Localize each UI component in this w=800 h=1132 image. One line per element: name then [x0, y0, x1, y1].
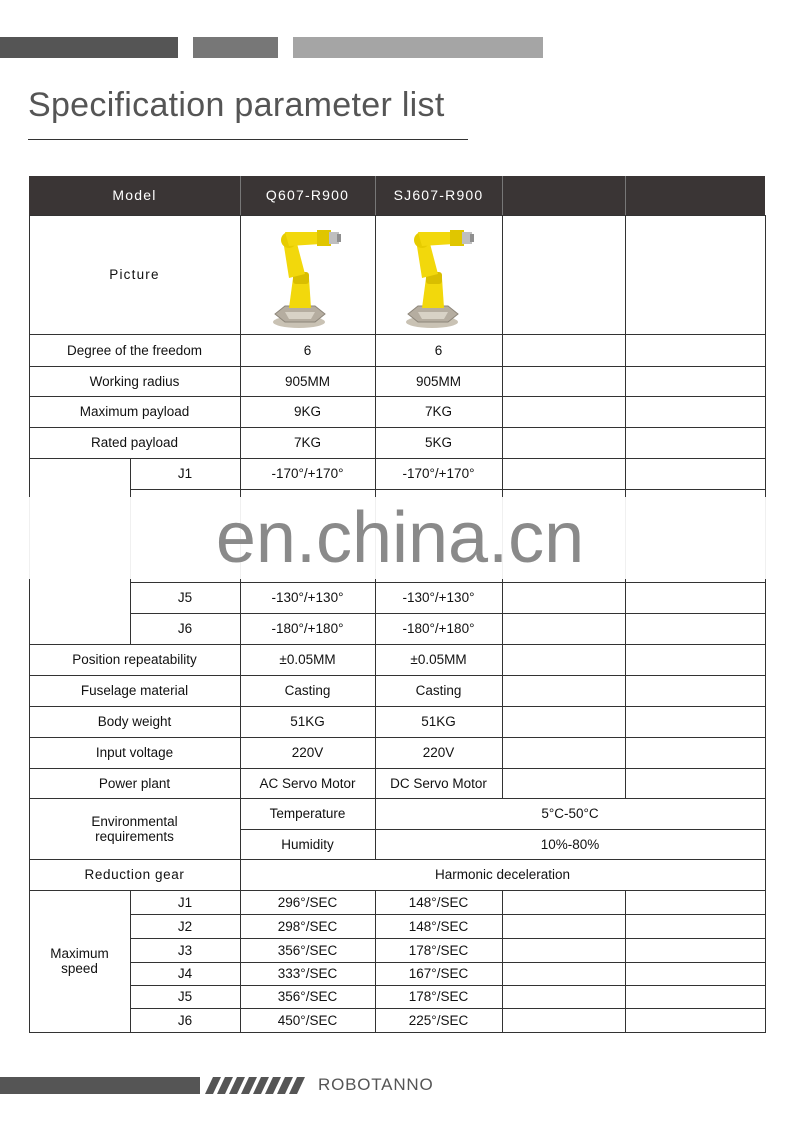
watermark-text: en.china.cn: [215, 498, 585, 578]
rated-payload-row-q607-value: 7KG: [293, 435, 321, 450]
row-divider: [29, 798, 766, 799]
header-model-sj607: SJ607-R900: [375, 176, 502, 215]
row-divider: [130, 613, 766, 614]
max-payload-row-sj607-value: 7KG: [424, 404, 452, 419]
row-divider: [29, 706, 766, 707]
row-divider: [29, 366, 766, 367]
env-divider: [240, 829, 766, 830]
range-j1-row-sj607-value: -170°/+170°: [402, 466, 475, 481]
speed-q607-value: 450°/SEC: [277, 1012, 338, 1028]
temperature-value: 5°C-50°C: [541, 806, 599, 821]
speed-joint-label: J4: [177, 966, 193, 981]
range-j6-row-sj607-value: -180°/+180°: [402, 621, 475, 636]
radius-row-sj607-value: 905MM: [415, 373, 461, 389]
humidity-value: 10%-80%: [540, 836, 600, 852]
speed-sj607-value: 178°/SEC: [408, 989, 469, 1004]
rated-payload-row-sj607-value: 5KG: [424, 435, 452, 450]
speed-q607-value: 333°/SEC: [277, 966, 338, 981]
environment-label: Environmental requirements: [91, 813, 178, 844]
voltage-row-q607-value: 220V: [291, 745, 324, 760]
repeatability-row-q607-value: ±0.05MM: [279, 652, 336, 667]
row-divider: [29, 768, 766, 769]
speed-joint-label: J1: [177, 894, 193, 910]
row-divider: [130, 582, 766, 583]
row-divider: [29, 427, 766, 428]
speed-sj607-value: 148°/SEC: [408, 918, 469, 934]
table-right-border: [765, 215, 766, 1033]
max-payload-row-label: Maximum payload: [79, 404, 190, 419]
power-row-label: Power plant: [98, 775, 171, 791]
voltage-row-label: Input voltage: [95, 745, 174, 760]
dof-row-sj607-value: 6: [434, 342, 443, 358]
column-divider: [625, 890, 626, 1032]
row-divider: [29, 1032, 766, 1033]
speed-joint-label: J2: [177, 918, 193, 934]
row-divider: [29, 644, 766, 645]
speed-joint-label: J6: [177, 1012, 193, 1028]
speed-sj607-value: 148°/SEC: [408, 894, 469, 910]
header-model-label: Model: [29, 176, 240, 215]
footer-stripes-icon: [205, 1077, 310, 1094]
speed-joint-label: J3: [177, 942, 193, 958]
top-bar-dark: [0, 37, 178, 58]
page-title: Specification parameter list: [28, 86, 445, 124]
top-bar-light: [293, 37, 543, 58]
repeatability-row-sj607-value: ±0.05MM: [410, 652, 467, 667]
range-j1-row-label: J1: [177, 466, 193, 481]
row-divider: [130, 489, 766, 490]
row-divider: [29, 396, 766, 397]
row-divider: [29, 737, 766, 738]
brand-name: ROBOTANNO: [318, 1075, 434, 1094]
header-divider: [625, 176, 626, 215]
speed-q607-value: 298°/SEC: [277, 918, 338, 934]
weight-row-sj607-value: 51KG: [421, 714, 456, 729]
temperature-label: Temperature: [269, 806, 346, 821]
range-j5-row-q607-value: -130°/+130°: [271, 590, 344, 605]
range-j6-row-q607-value: -180°/+180°: [271, 621, 344, 636]
reduction-gear-value: Harmonic deceleration: [434, 867, 571, 882]
row-divider: [130, 914, 766, 915]
dof-row-label: Degree of the freedom: [66, 342, 203, 358]
repeatability-row-label: Position repeatability: [72, 652, 197, 667]
max-speed-label: Maximum speed: [50, 946, 109, 976]
dof-row-q607-value: 6: [303, 342, 312, 358]
header-divider: [502, 176, 503, 215]
radius-row-q607-value: 905MM: [284, 373, 330, 389]
max-payload-row-q607-value: 9KG: [293, 404, 321, 419]
speed-q607-value: 356°/SEC: [277, 989, 338, 1004]
robot-q607-image: [259, 222, 355, 330]
title-underline: [28, 139, 468, 140]
speed-q607-value: 296°/SEC: [277, 894, 338, 910]
row-divider: [29, 458, 766, 459]
speed-sj607-value: 225°/SEC: [408, 1012, 469, 1028]
fuselage-row-q607-value: Casting: [284, 683, 331, 698]
weight-row-label: Body weight: [97, 714, 172, 729]
rated-payload-row-label: Rated payload: [90, 435, 179, 450]
speed-q607-value: 356°/SEC: [277, 942, 338, 958]
table-left-border: [29, 215, 30, 1033]
row-divider: [29, 890, 766, 891]
fuselage-row-label: Fuselage material: [80, 683, 189, 698]
speed-sj607-value: 178°/SEC: [408, 942, 469, 958]
row-divider: [29, 334, 766, 335]
power-row-q607-value: AC Servo Motor: [259, 775, 356, 791]
row-divider: [130, 938, 766, 939]
speed-joint-label: J5: [177, 989, 193, 1004]
reduction-gear-label: Reduction gear: [84, 867, 185, 882]
fuselage-row-sj607-value: Casting: [415, 683, 462, 698]
row-divider: [130, 985, 766, 986]
top-bar-medium: [193, 37, 278, 58]
range-j5-row-sj607-value: -130°/+130°: [402, 590, 475, 605]
column-divider: [375, 890, 376, 1032]
power-row-sj607-value: DC Servo Motor: [390, 775, 487, 791]
row-divider: [130, 962, 766, 963]
column-divider: [240, 215, 241, 1032]
header-bottom-line: [29, 215, 766, 216]
row-divider: [29, 859, 766, 860]
watermark-band: [0, 497, 800, 579]
header-model-q607: Q607-R900: [240, 176, 375, 215]
column-divider: [130, 890, 131, 1032]
radius-row-label: Working radius: [89, 373, 180, 389]
column-divider: [502, 890, 503, 1032]
row-divider: [130, 1008, 766, 1009]
range-j1-row-q607-value: -170°/+170°: [271, 466, 344, 481]
robot-sj607-image: [392, 222, 488, 330]
picture-label: Picture: [109, 267, 160, 282]
range-j6-row-label: J6: [177, 621, 193, 636]
weight-row-q607-value: 51KG: [290, 714, 325, 729]
row-divider: [29, 675, 766, 676]
range-j5-row-label: J5: [177, 590, 193, 605]
header-divider: [375, 176, 376, 215]
speed-sj607-value: 167°/SEC: [408, 966, 469, 981]
footer-bar: [0, 1077, 200, 1094]
voltage-row-sj607-value: 220V: [422, 745, 455, 760]
humidity-label: Humidity: [281, 836, 334, 852]
header-divider: [240, 176, 241, 215]
